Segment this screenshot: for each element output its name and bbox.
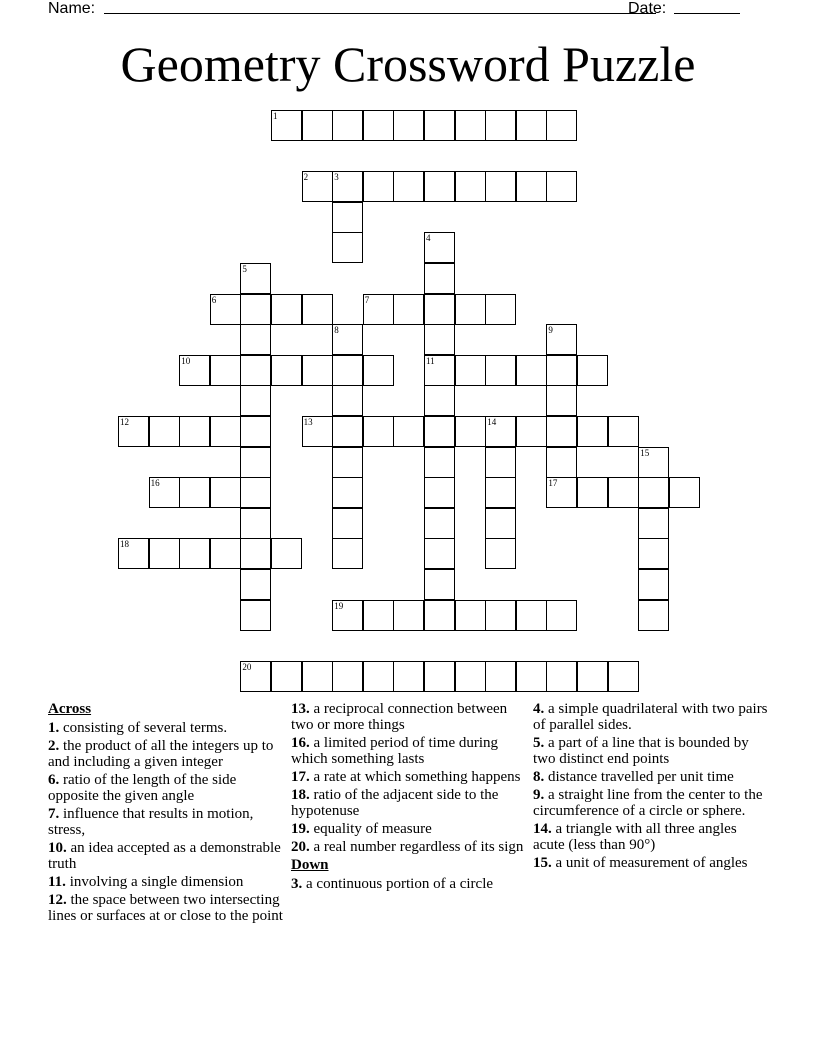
grid-cell[interactable] [577,477,608,508]
grid-cell[interactable] [302,661,333,692]
clue-number: 18 [120,539,129,550]
grid-cell[interactable] [424,661,455,692]
clue-down-14: 14. a triangle with all three angles acute (less than 90°) [533,821,737,853]
grid-cell[interactable] [271,661,302,692]
grid-cell[interactable] [149,416,180,447]
clues-column-3 [533,701,769,873]
clue-down-15: 15. a unit of measurement of angles [533,855,748,871]
clue-number: 8 [334,325,339,336]
clue-number: 4 [426,233,431,244]
grid-cell[interactable] [546,600,577,631]
clue-number: 3 [334,172,339,183]
clue-across-19: 19. equality of measure [291,821,432,837]
clue-across-12: 12. the space between two intersecting lines or surfaces at or close to the point [48,892,283,924]
grid-cell[interactable] [424,294,455,325]
clue-number: 11 [426,355,435,366]
grid-cell[interactable] [210,416,241,447]
grid-cell[interactable] [608,416,639,447]
grid-cell[interactable] [485,538,516,569]
grid-cell[interactable] [516,661,547,692]
grid-cell[interactable] [302,171,333,202]
grid-cell[interactable] [271,538,302,569]
clue-across-20: 20. a real number regardless of its sign [291,839,524,855]
clue-across-18: 18. ratio of the adjacent side to the hypotenuse [291,787,499,819]
grid-cell[interactable] [363,355,394,386]
grid-cell[interactable] [332,416,363,447]
grid-cell[interactable] [332,110,363,141]
grid-cell[interactable] [638,477,669,508]
grid-cell[interactable] [332,232,363,263]
grid-cell[interactable] [485,416,516,447]
grid-cell[interactable] [455,661,486,692]
grid-cell[interactable] [424,416,455,447]
clue-down-5: 5. a part of a line that is bounded by two distinct end points [533,735,749,767]
grid-cell[interactable] [516,600,547,631]
grid-cell[interactable] [240,538,271,569]
grid-cell[interactable] [240,385,271,416]
grid-cell[interactable] [363,171,394,202]
grid-cell[interactable] [363,600,394,631]
grid-cell[interactable] [240,416,271,447]
grid-cell[interactable] [118,538,149,569]
grid-cell[interactable] [485,355,516,386]
grid-cell[interactable] [393,416,424,447]
grid-cell[interactable] [332,171,363,202]
grid-cell[interactable] [302,416,333,447]
grid-cell[interactable] [424,355,455,386]
grid-cell[interactable] [577,355,608,386]
grid-cell[interactable] [118,416,149,447]
grid-cell[interactable] [240,294,271,325]
grid-cell[interactable] [302,355,333,386]
grid-cell[interactable] [393,171,424,202]
grid-cell[interactable] [240,600,271,631]
grid-cell[interactable] [638,447,669,478]
clue-number: 19 [334,600,344,611]
grid-cell[interactable] [332,508,363,539]
grid-cell[interactable] [546,110,577,141]
grid-cell[interactable] [332,661,363,692]
grid-cell[interactable] [516,355,547,386]
clue-number: 10 [181,355,191,366]
grid-cell[interactable] [332,477,363,508]
date-label: Date: [628,0,667,17]
clue-number: 13 [303,417,313,427]
grid-cell[interactable] [546,171,577,202]
grid-cell[interactable] [424,600,455,631]
grid-cell[interactable] [240,355,271,386]
clue-down-9: 9. a straight line from the center to the circumference of a circle or sphere. [533,787,763,819]
across-heading: Across [48,701,92,717]
grid-cell[interactable] [332,600,363,631]
grid-cell[interactable] [455,110,486,141]
clue-down-8: 8. distance travelled per unit time [533,769,734,785]
grid-cell[interactable] [240,263,271,294]
clues-column-1 [48,701,284,926]
grid-cell[interactable] [393,110,424,141]
grid-cell[interactable] [669,477,700,508]
grid-cell[interactable] [271,110,302,141]
name-label: Name: [48,0,96,17]
grid-cell[interactable] [363,661,394,692]
grid-cell[interactable] [455,600,486,631]
grid-cell[interactable] [455,416,486,447]
clue-number: 9 [548,325,553,336]
grid-cell[interactable] [546,385,577,416]
grid-cell[interactable] [179,416,210,447]
clue-number: 1 [273,111,278,121]
grid-cell[interactable] [638,508,669,539]
clue-number: 2 [303,172,309,183]
grid-cell[interactable] [424,477,455,508]
grid-cell[interactable] [240,324,271,355]
grid-cell[interactable] [393,600,424,631]
grid-cell[interactable] [210,355,241,386]
grid-cell[interactable] [332,447,363,478]
grid-cell[interactable] [179,355,210,386]
clue-across-10: 10. an idea accepted as a demonstrable truth [48,840,281,872]
clue-across-6: 6. ratio of the length of the side opposite the given angle [48,772,237,804]
grid-cell[interactable] [608,477,639,508]
clue-across-17: 17. a rate at which something happens [291,769,521,785]
clue-down-3: 3. a continuous portion of a circle [291,876,494,892]
clue-down-4: 4. a simple quadrilateral with two pairs of parallel sides. [533,701,768,733]
grid-cell[interactable] [424,263,455,294]
grid-cell[interactable] [424,232,455,263]
clue-number: 15 [640,447,650,458]
grid-cell[interactable] [485,661,516,692]
grid-cell[interactable] [149,477,180,508]
grid-cell[interactable] [332,538,363,569]
grid-cell[interactable] [179,538,210,569]
clue-across-13: 13. a reciprocal connection between two or more things [291,701,508,733]
page-title: Geometry Crossword Puzzle [120,36,696,92]
grid-cell[interactable] [485,171,516,202]
grid-cell[interactable] [546,661,577,692]
grid-cell[interactable] [546,447,577,478]
grid-cell[interactable] [424,569,455,600]
grid-cell[interactable] [210,538,241,569]
clue-across-1: 1. consisting of several terms. [48,720,228,736]
clue-across-2: 2. the product of all the integers up to and including a given integer [48,738,274,770]
grid-cell[interactable] [516,110,547,141]
grid-cell[interactable] [271,294,302,325]
grid-cell[interactable] [271,355,302,386]
grid-cell[interactable] [363,416,394,447]
grid-cell[interactable] [516,416,547,447]
clue-number: 5 [242,264,247,274]
grid-cell[interactable] [638,538,669,569]
grid-cell[interactable] [149,538,180,569]
grid-cell[interactable] [240,569,271,600]
clue-number: 6 [211,294,217,305]
grid-cell[interactable] [179,477,210,508]
grid-cell[interactable] [332,324,363,355]
grid-cell[interactable] [485,294,516,325]
grid-cell[interactable] [455,355,486,386]
grid-cell[interactable] [302,294,333,325]
clue-across-7: 7. influence that results in motion, stress, [48,806,254,838]
grid-cell[interactable] [485,110,516,141]
grid-cell[interactable] [424,171,455,202]
grid-cell[interactable] [546,477,577,508]
grid-cell[interactable] [516,171,547,202]
grid-cell[interactable] [424,324,455,355]
grid-cell[interactable] [638,569,669,600]
grid-cell[interactable] [302,110,333,141]
grid-cell[interactable] [485,600,516,631]
clue-across-11: 11. involving a single dimension [48,874,244,890]
grid-cell[interactable] [485,508,516,539]
grid-cell[interactable] [455,294,486,325]
grid-cell[interactable] [332,385,363,416]
grid-cell[interactable] [638,600,669,631]
grid-cell[interactable] [332,355,363,386]
grid-cell[interactable] [424,447,455,478]
clue-number: 17 [548,478,558,489]
grid-cell[interactable] [546,355,577,386]
grid-cell[interactable] [577,661,608,692]
grid-cell[interactable] [546,416,577,447]
clue-number: 12 [120,417,129,427]
grid-cell[interactable] [485,477,516,508]
clue-number: 7 [364,294,370,305]
grid-cell[interactable] [455,171,486,202]
grid-cell[interactable] [546,324,577,355]
grid-cell[interactable] [363,110,394,141]
grid-cell[interactable] [424,385,455,416]
clue-number: 20 [242,661,252,672]
grid-cell[interactable] [577,416,608,447]
clue-number: 16 [150,478,160,489]
down-heading: Down [291,857,329,873]
grid-cell[interactable] [393,294,424,325]
grid-cell[interactable] [210,294,241,325]
grid-cell[interactable] [332,202,363,233]
grid-cell[interactable] [424,508,455,539]
grid-cell[interactable] [363,294,394,325]
grid-cell[interactable] [240,447,271,478]
grid-cell[interactable] [210,477,241,508]
grid-cell[interactable] [240,477,271,508]
grid-cell[interactable] [240,661,271,692]
grid-cell[interactable] [424,538,455,569]
clue-across-16: 16. a limited period of time during which something lasts [291,735,499,767]
grid-cell[interactable] [485,447,516,478]
grid-cell[interactable] [393,661,424,692]
grid-cell[interactable] [424,110,455,141]
clue-number: 14 [487,417,497,427]
clues-column-2 [291,701,527,894]
grid-cell[interactable] [240,508,271,539]
grid-cell[interactable] [608,661,639,692]
